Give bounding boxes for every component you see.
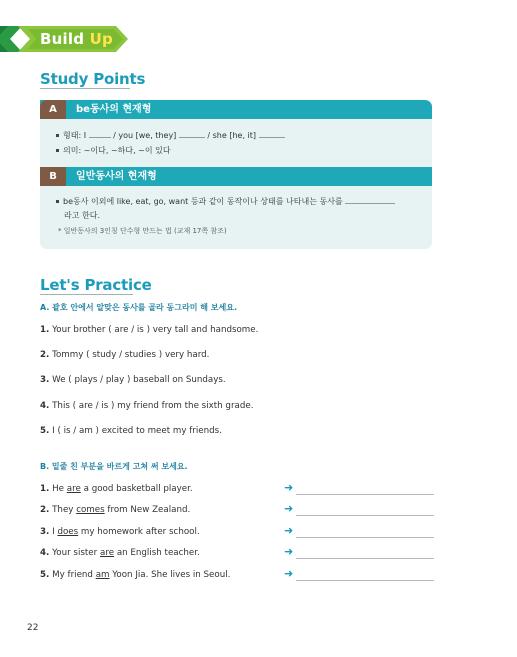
arrow-icon: ➜ (284, 567, 294, 580)
blank-verb (345, 195, 395, 204)
arrow-icon: ➜ (284, 481, 294, 494)
answer-line-4[interactable] (296, 558, 434, 559)
section-a-letter: A (40, 100, 66, 119)
blank-she (259, 129, 285, 138)
part-b-item-1: 1. He are a good basketball player. (40, 484, 193, 494)
third-person-note: * 일반동사의 3인칭 단수형 만드는 법 (교재 17쪽 참조) (58, 227, 227, 235)
build-up-title: Build Up (40, 30, 113, 48)
lets-practice-underline (40, 294, 133, 295)
lets-practice-title: Let's Practice (40, 276, 152, 294)
arrow-icon: ➜ (284, 545, 294, 558)
study-points-underline (40, 88, 130, 89)
arrow-icon: ➜ (284, 524, 294, 537)
part-a-item-4: 4. This ( are / is ) my friend from the sixth grade. (40, 401, 254, 411)
blank-you (179, 129, 205, 138)
form-bullet: 형태: I / you [we, they] / she [he, it] (56, 129, 285, 142)
part-a-item-1: 1. Your brother ( are / is ) very tall and handsome. (40, 325, 259, 335)
section-b-label: 일반동사의 현재형 (76, 171, 157, 182)
part-a-item-3: 3. We ( plays / play ) baseball on Sundays. (40, 375, 226, 385)
part-a-item-5: 5. I ( is / am ) excited to meet my friends. (40, 426, 222, 436)
blank-i (89, 129, 111, 138)
answer-line-5[interactable] (296, 580, 434, 581)
verb-bullet-cont: 라고 한다. (64, 211, 100, 220)
section-b-letter: B (40, 167, 66, 186)
part-a-instruction: A. 괄호 안에서 알맞은 동사를 골라 동그라미 해 보세요. (40, 303, 237, 312)
study-points-title: Study Points (40, 70, 146, 88)
page-number: 22 (27, 623, 39, 633)
arrow-icon: ➜ (284, 502, 294, 515)
part-b-instruction: B. 밑줄 친 부분을 바르게 고쳐 써 보세요. (40, 462, 188, 471)
meaning-bullet: 의미: ~이다, ~하다, ~이 있다 (56, 145, 171, 157)
part-b-item-2: 2. They comes from New Zealand. (40, 505, 191, 515)
part-a-item-2: 2. Tommy ( study / studies ) very hard. (40, 350, 210, 360)
answer-line-2[interactable] (296, 515, 434, 516)
part-b-item-3: 3. I does my homework after school. (40, 527, 200, 537)
answer-line-3[interactable] (296, 537, 434, 538)
section-a-label: be동사의 현재형 (76, 104, 152, 115)
part-b-item-4: 4. Your sister are an English teacher. (40, 548, 200, 558)
verb-bullet: be동사 이외에 like, eat, go, want 등과 같이 동작이나 상태를 나타내는 동사를 (56, 195, 395, 208)
answer-line-1[interactable] (296, 494, 434, 495)
part-b-item-5: 5. My friend am Yoon Jia. She lives in Seoul. (40, 570, 231, 580)
